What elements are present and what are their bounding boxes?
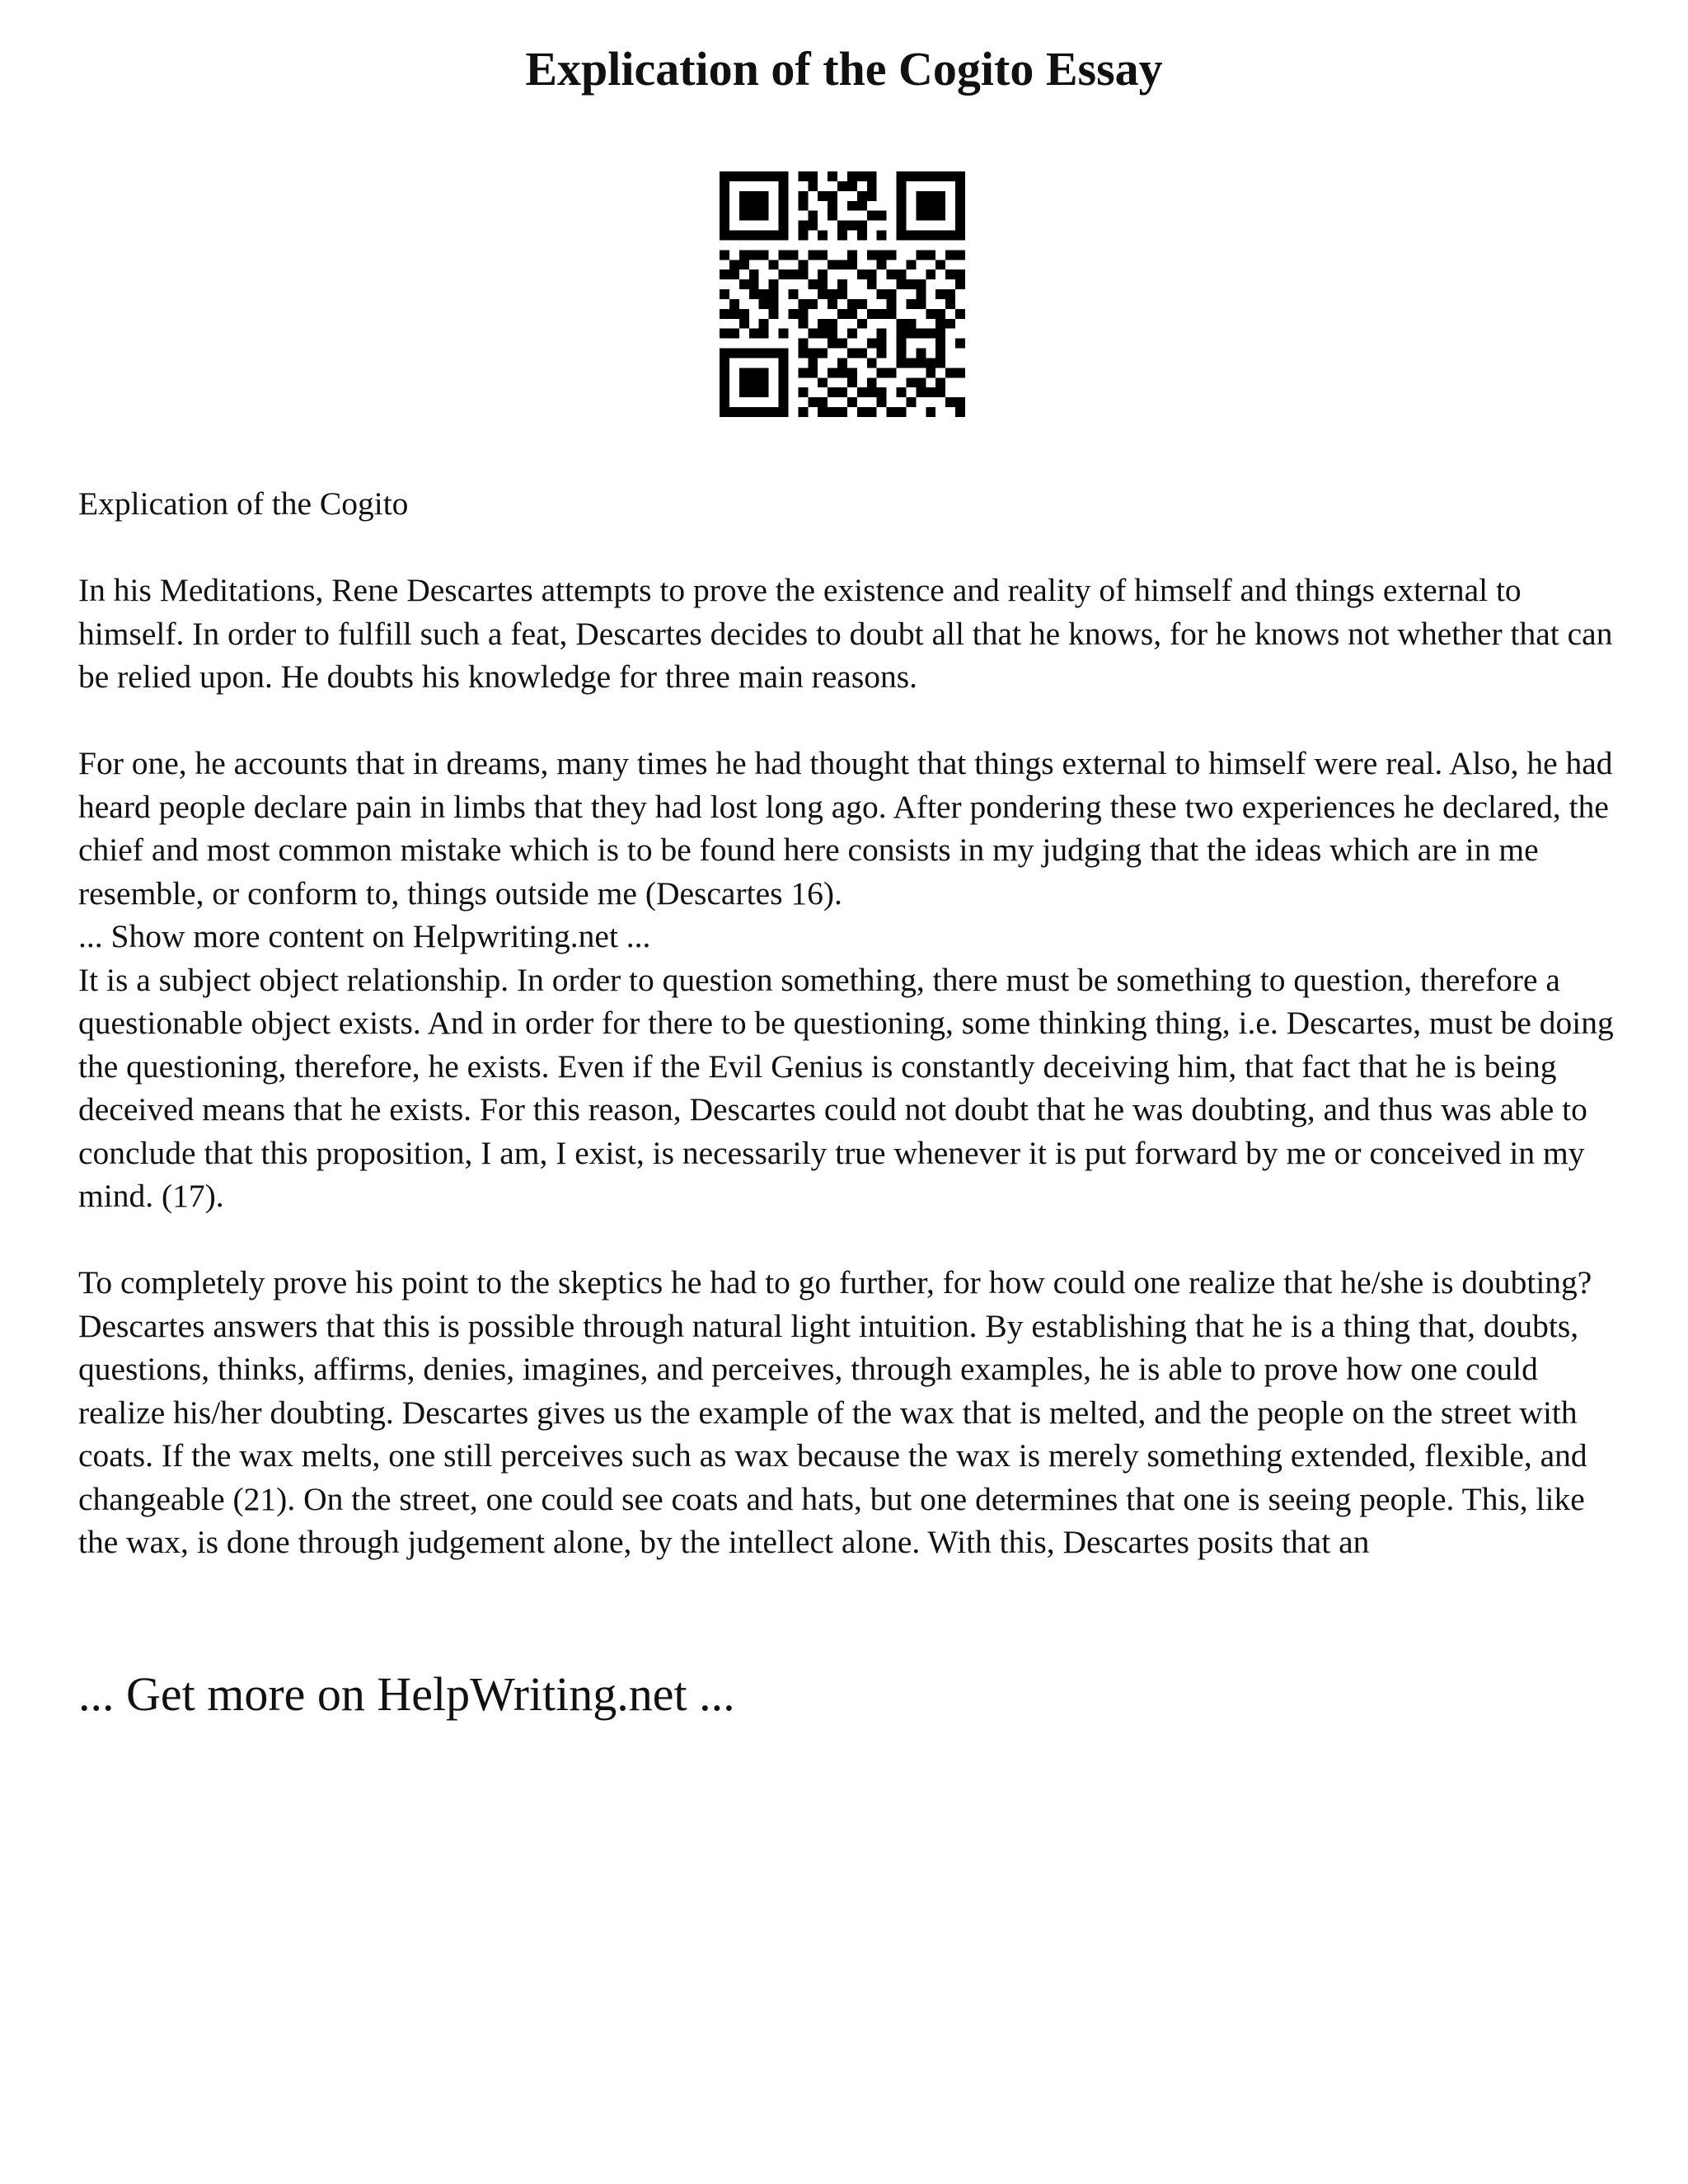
essay-subtitle: Explication of the Cogito bbox=[78, 485, 409, 522]
essay-body bbox=[78, 482, 1628, 1564]
document-title: Explication of the Cogito Essay bbox=[525, 42, 1163, 96]
show-more-link[interactable]: ... Show more content on Helpwriting.net ... bbox=[78, 918, 651, 954]
essay-paragraph: It is a subject object relationship. In order to question something, there must be something to question, therefore a questionable object exists. And in order for there to be questioning, some thinking thing, i.e. Descartes, must be doing the questioning, therefore, he exists. Even if the Evil Genius is constantly deceiving him, that fact that he is being deceived means that he exists. For this reason, Descartes could not doubt that he was doubting, and thus was able to conclude that this proposition, I am, I exist, is necessarily true whenever it is put forward by me or conceived in my mind. (17). bbox=[78, 961, 1614, 1214]
essay-paragraph: To completely prove his point to the skeptics he had to go further, for how could one realize that he/she is doubting? Descartes answers that this is possible through natural light intuition. By establishing that he is a thing that, doubts, questions, thinks, affirms, denies, imagines, and perceives, through examples, he is able to prove how one could realize his/her doubting. Descartes gives us the example of the wax that is melted, and the people on the street with coats. If the wax melts, one still perceives such as wax because the wax is merely something extended, flexible, and changeable (21). On the street, one could see coats and hats, but one determines that one is seeing people. This, like the wax, is done through judgement alone, by the intellect alone. With this, Descartes posits that an bbox=[78, 1264, 1592, 1560]
essay-paragraph: For one, he accounts that in dreams, many times he had thought that things external to himself were real. Also, he had heard people declare pain in limbs that they had lost long ago. After pondering these two experiences he declared, the chief and most common mistake which is to be found here consists in my judging that the ideas which are in me resemble, or conform to, things outside me (Descartes 16). bbox=[78, 745, 1613, 912]
essay-paragraph: In his Meditations, Rene Descartes attempts to prove the existence and reality of himself and things external to himself. In order to fulfill such a feat, Descartes decides to doubt all that he knows, for he knows not whether that can be relied upon. He doubts his knowledge for three main reasons. bbox=[78, 572, 1613, 695]
paragraph-gap bbox=[78, 1218, 1628, 1262]
get-more-link[interactable]: ... Get more on HelpWriting.net ... bbox=[78, 1667, 735, 1721]
paragraph-gap bbox=[78, 699, 1628, 743]
qr-code-icon bbox=[720, 171, 965, 417]
paragraph-gap bbox=[78, 526, 1628, 569]
